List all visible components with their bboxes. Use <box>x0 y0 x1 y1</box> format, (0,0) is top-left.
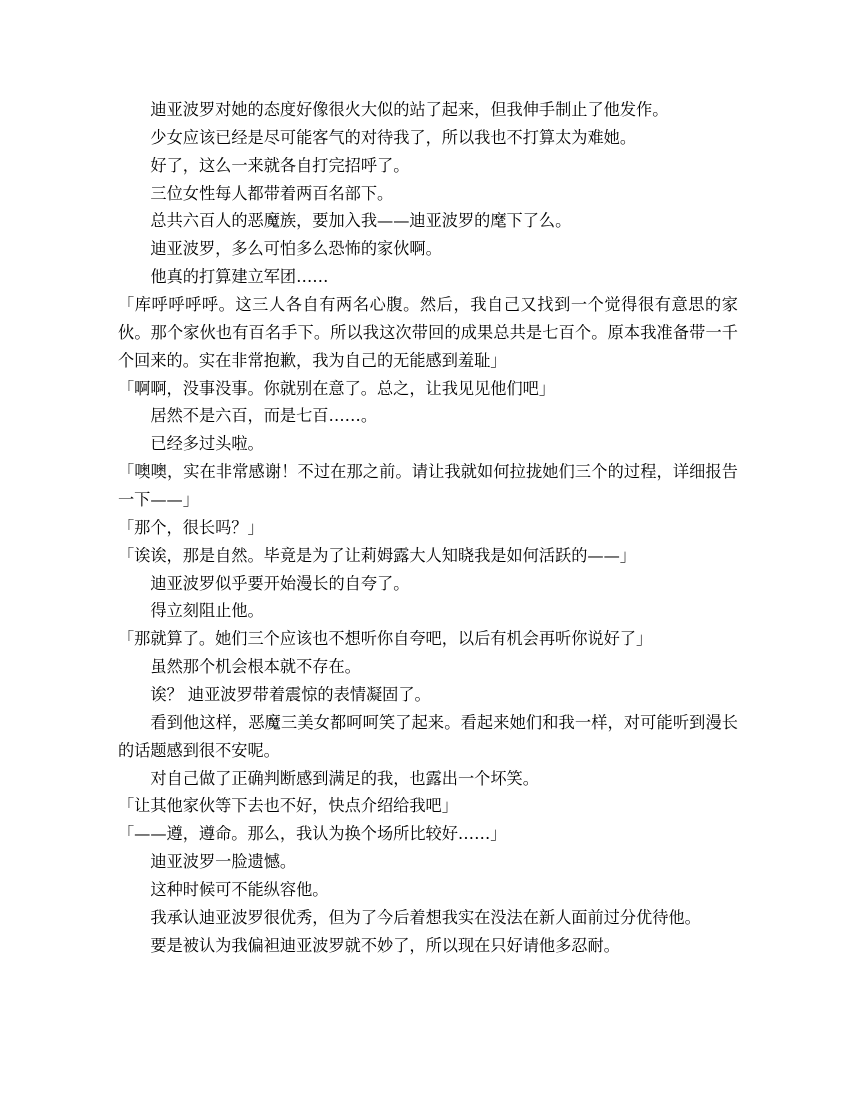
paragraph: 「让其他家伙等下去也不好，快点介绍给我吧」 <box>118 796 458 816</box>
paragraph: 少女应该已经是尽可能客气的对待我了，所以我也不打算太为难她。 <box>150 127 637 147</box>
paragraph: 居然不是六百，而是七百……。 <box>150 406 378 426</box>
paragraph: 他真的打算建立军团…… <box>150 267 329 287</box>
paragraph: 要是被认为我偏袒迪亚波罗就不妙了，所以现在只好请他多忍耐。 <box>150 935 620 955</box>
document-body <box>118 96 738 960</box>
paragraph: 虽然那个机会根本就不存在。 <box>150 657 361 677</box>
paragraph: 已经多过头啦。 <box>150 434 264 454</box>
paragraph: 「——遵，遵命。那么，我认为换个场所比较好……」 <box>118 824 507 844</box>
paragraph: 迪亚波罗对她的态度好像很火大似的站了起来，但我伸手制止了他发作。 <box>150 100 669 119</box>
paragraph: 总共六百人的恶魔族，要加入我——迪亚波罗的麾下了么。 <box>150 211 572 231</box>
paragraph: 这种时候可不能纵容他。 <box>150 880 329 900</box>
paragraph: 迪亚波罗一脸遗憾。 <box>150 852 297 872</box>
paragraph: 「库呼呼呼呼。这三人各自有两名心腹。然后，我自己又找到一个觉得很有意思的家伙。那个家伙也有百名手下。所以我这次带回的成果总共是七百个。原本我准备带一千个回来的。实在非常抱歉，我为自己的无能感到羞耻」 <box>118 295 738 370</box>
paragraph: 三位女性每人都带着两百名部下。 <box>150 183 394 203</box>
paragraph: 对自己做了正确判断感到满足的我，也露出一个坏笑。 <box>150 768 539 788</box>
paragraph: 「那个，很长吗？」 <box>118 517 264 537</box>
paragraph: 得立刻阻止他。 <box>150 601 264 621</box>
paragraph: 诶？ 迪亚波罗带着震惊的表情凝固了。 <box>150 685 431 705</box>
paragraph: 「诶诶，那是自然。毕竟是为了让莉姆露大人知晓我是如何活跃的——」 <box>118 545 636 565</box>
paragraph: 「噢噢，实在非常感谢！不过在那之前。请让我就如何拉拢她们三个的过程，详细报告一下——」 <box>118 462 738 510</box>
paragraph: 迪亚波罗似乎要开始漫长的自夸了。 <box>150 573 410 593</box>
paragraph: 我承认迪亚波罗很优秀，但为了今后着想我实在没法在新人面前过分优待他。 <box>150 907 701 927</box>
paragraph: 好了，这么一来就各自打完招呼了。 <box>150 155 410 175</box>
paragraph: 「啊啊，没事没事。你就别在意了。总之，让我见见他们吧」 <box>118 378 556 398</box>
paragraph: 迪亚波罗，多么可怕多么恐怖的家伙啊。 <box>150 239 442 259</box>
paragraph: 看到他这样，恶魔三美女都呵呵笑了起来。看起来她们和我一样，对可能听到漫长的话题感到很不安呢。 <box>118 712 738 760</box>
paragraph: 「那就算了。她们三个应该也不想听你自夸吧，以后有机会再听你说好了」 <box>118 629 653 649</box>
